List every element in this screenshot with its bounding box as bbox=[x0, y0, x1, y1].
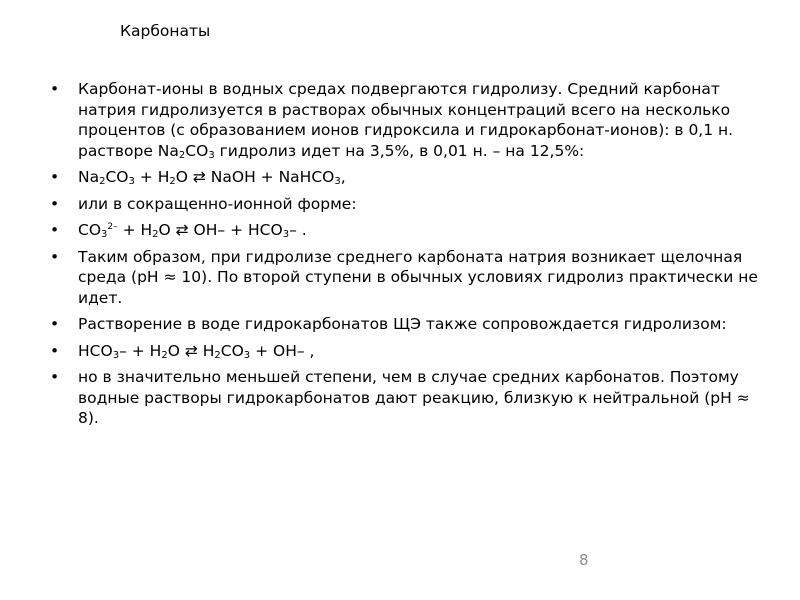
text-fragment: O ⇄ OH– + HCO bbox=[158, 221, 283, 239]
text-fragment: CO bbox=[220, 341, 244, 360]
page-number: 8 bbox=[579, 551, 589, 569]
bullet-marker: • bbox=[50, 194, 60, 213]
bullet-marker: • bbox=[50, 168, 60, 186]
text-fragment: Карбонат-ионы в водных средах подвергаются гидролизу. Средний карбонат натрия гидролизуется в растворах обычных концентраций всего на несколько процентов (с образованием ионов гидроксила и гидрокарбонат-ионов): в 0,1 н. растворе Na bbox=[78, 80, 734, 160]
bullet-text bbox=[78, 221, 307, 239]
bullet-text bbox=[78, 168, 346, 186]
text-fragment: CO bbox=[105, 168, 129, 186]
text-fragment: HCO bbox=[78, 341, 113, 360]
text-fragment: + H bbox=[134, 168, 170, 186]
bullet-text bbox=[78, 248, 758, 307]
bullet-marker: • bbox=[50, 368, 60, 386]
bullet-item bbox=[50, 167, 770, 188]
text-fragment: O ⇄ NaOH + NaHCO bbox=[175, 168, 335, 186]
bullet-item bbox=[50, 194, 770, 215]
subscript: 2 bbox=[152, 229, 159, 240]
text-fragment: Растворение в воде гидрокарбонатов ЩЭ также сопровождается гидролизом: bbox=[78, 315, 727, 333]
bullet-text bbox=[78, 368, 750, 427]
text-fragment: – + H bbox=[119, 341, 162, 360]
bullet-item bbox=[50, 79, 770, 161]
subscript: 3 bbox=[112, 349, 120, 361]
slide-title: Карбонаты bbox=[120, 22, 211, 40]
bullet-item bbox=[50, 314, 770, 335]
bullet-marker: • bbox=[50, 221, 60, 239]
text-fragment: O ⇄ H bbox=[167, 341, 215, 360]
text-fragment: Таким образом, при гидролизе среднего карбоната натрия возникает щелочная среда (рН ≈ 10). По второй ступени в обычных условиях гидролиз практически не идет. bbox=[78, 247, 758, 307]
subscript: 3 bbox=[334, 176, 341, 187]
text-fragment: но в значительно меньшей степени, чем в случае средних карбонатов. Поэтому водные растворы гидрокарбонатов дают реакцию, близкую к нейтральной (рН ≈ 8). bbox=[78, 368, 750, 427]
superscript: 2– bbox=[107, 222, 118, 232]
subscript: 3 bbox=[128, 176, 135, 187]
bullet-text bbox=[78, 342, 314, 360]
bullet-item bbox=[50, 247, 770, 309]
text-fragment: или в сокращенно-ионной форме: bbox=[78, 194, 357, 213]
bullet-text bbox=[78, 315, 727, 333]
text-fragment: CO bbox=[78, 221, 102, 239]
subscript: 3 bbox=[208, 149, 215, 161]
bullet-text bbox=[78, 195, 357, 213]
bullet-text bbox=[78, 80, 733, 160]
text-fragment: + OH– , bbox=[250, 341, 315, 360]
bullet-item bbox=[50, 341, 770, 362]
bullet-marker: • bbox=[50, 247, 60, 266]
bullet-marker: • bbox=[50, 315, 60, 333]
text-fragment: гидролиз идет на 3,5%, в 0,01 н. – на 12,5%: bbox=[214, 141, 585, 160]
text-fragment: , bbox=[340, 168, 346, 186]
bullet-marker: • bbox=[50, 80, 60, 98]
text-fragment: Na bbox=[78, 168, 100, 186]
subscript: 2 bbox=[161, 349, 168, 361]
subscript: 3 bbox=[282, 229, 290, 240]
bullet-marker: • bbox=[50, 341, 60, 360]
text-fragment: CO bbox=[185, 141, 209, 160]
subscript: 3 bbox=[243, 349, 251, 361]
text-fragment: + H bbox=[117, 221, 153, 239]
bullet-list bbox=[50, 79, 770, 435]
subscript: 2 bbox=[214, 349, 221, 361]
bullet-item bbox=[50, 367, 770, 429]
text-fragment: – . bbox=[289, 221, 307, 239]
subscript: 3 bbox=[101, 229, 108, 240]
subscript: 2 bbox=[169, 176, 176, 187]
bullet-item bbox=[50, 220, 770, 241]
subscript: 2 bbox=[178, 149, 186, 161]
subscript: 2 bbox=[99, 176, 106, 187]
